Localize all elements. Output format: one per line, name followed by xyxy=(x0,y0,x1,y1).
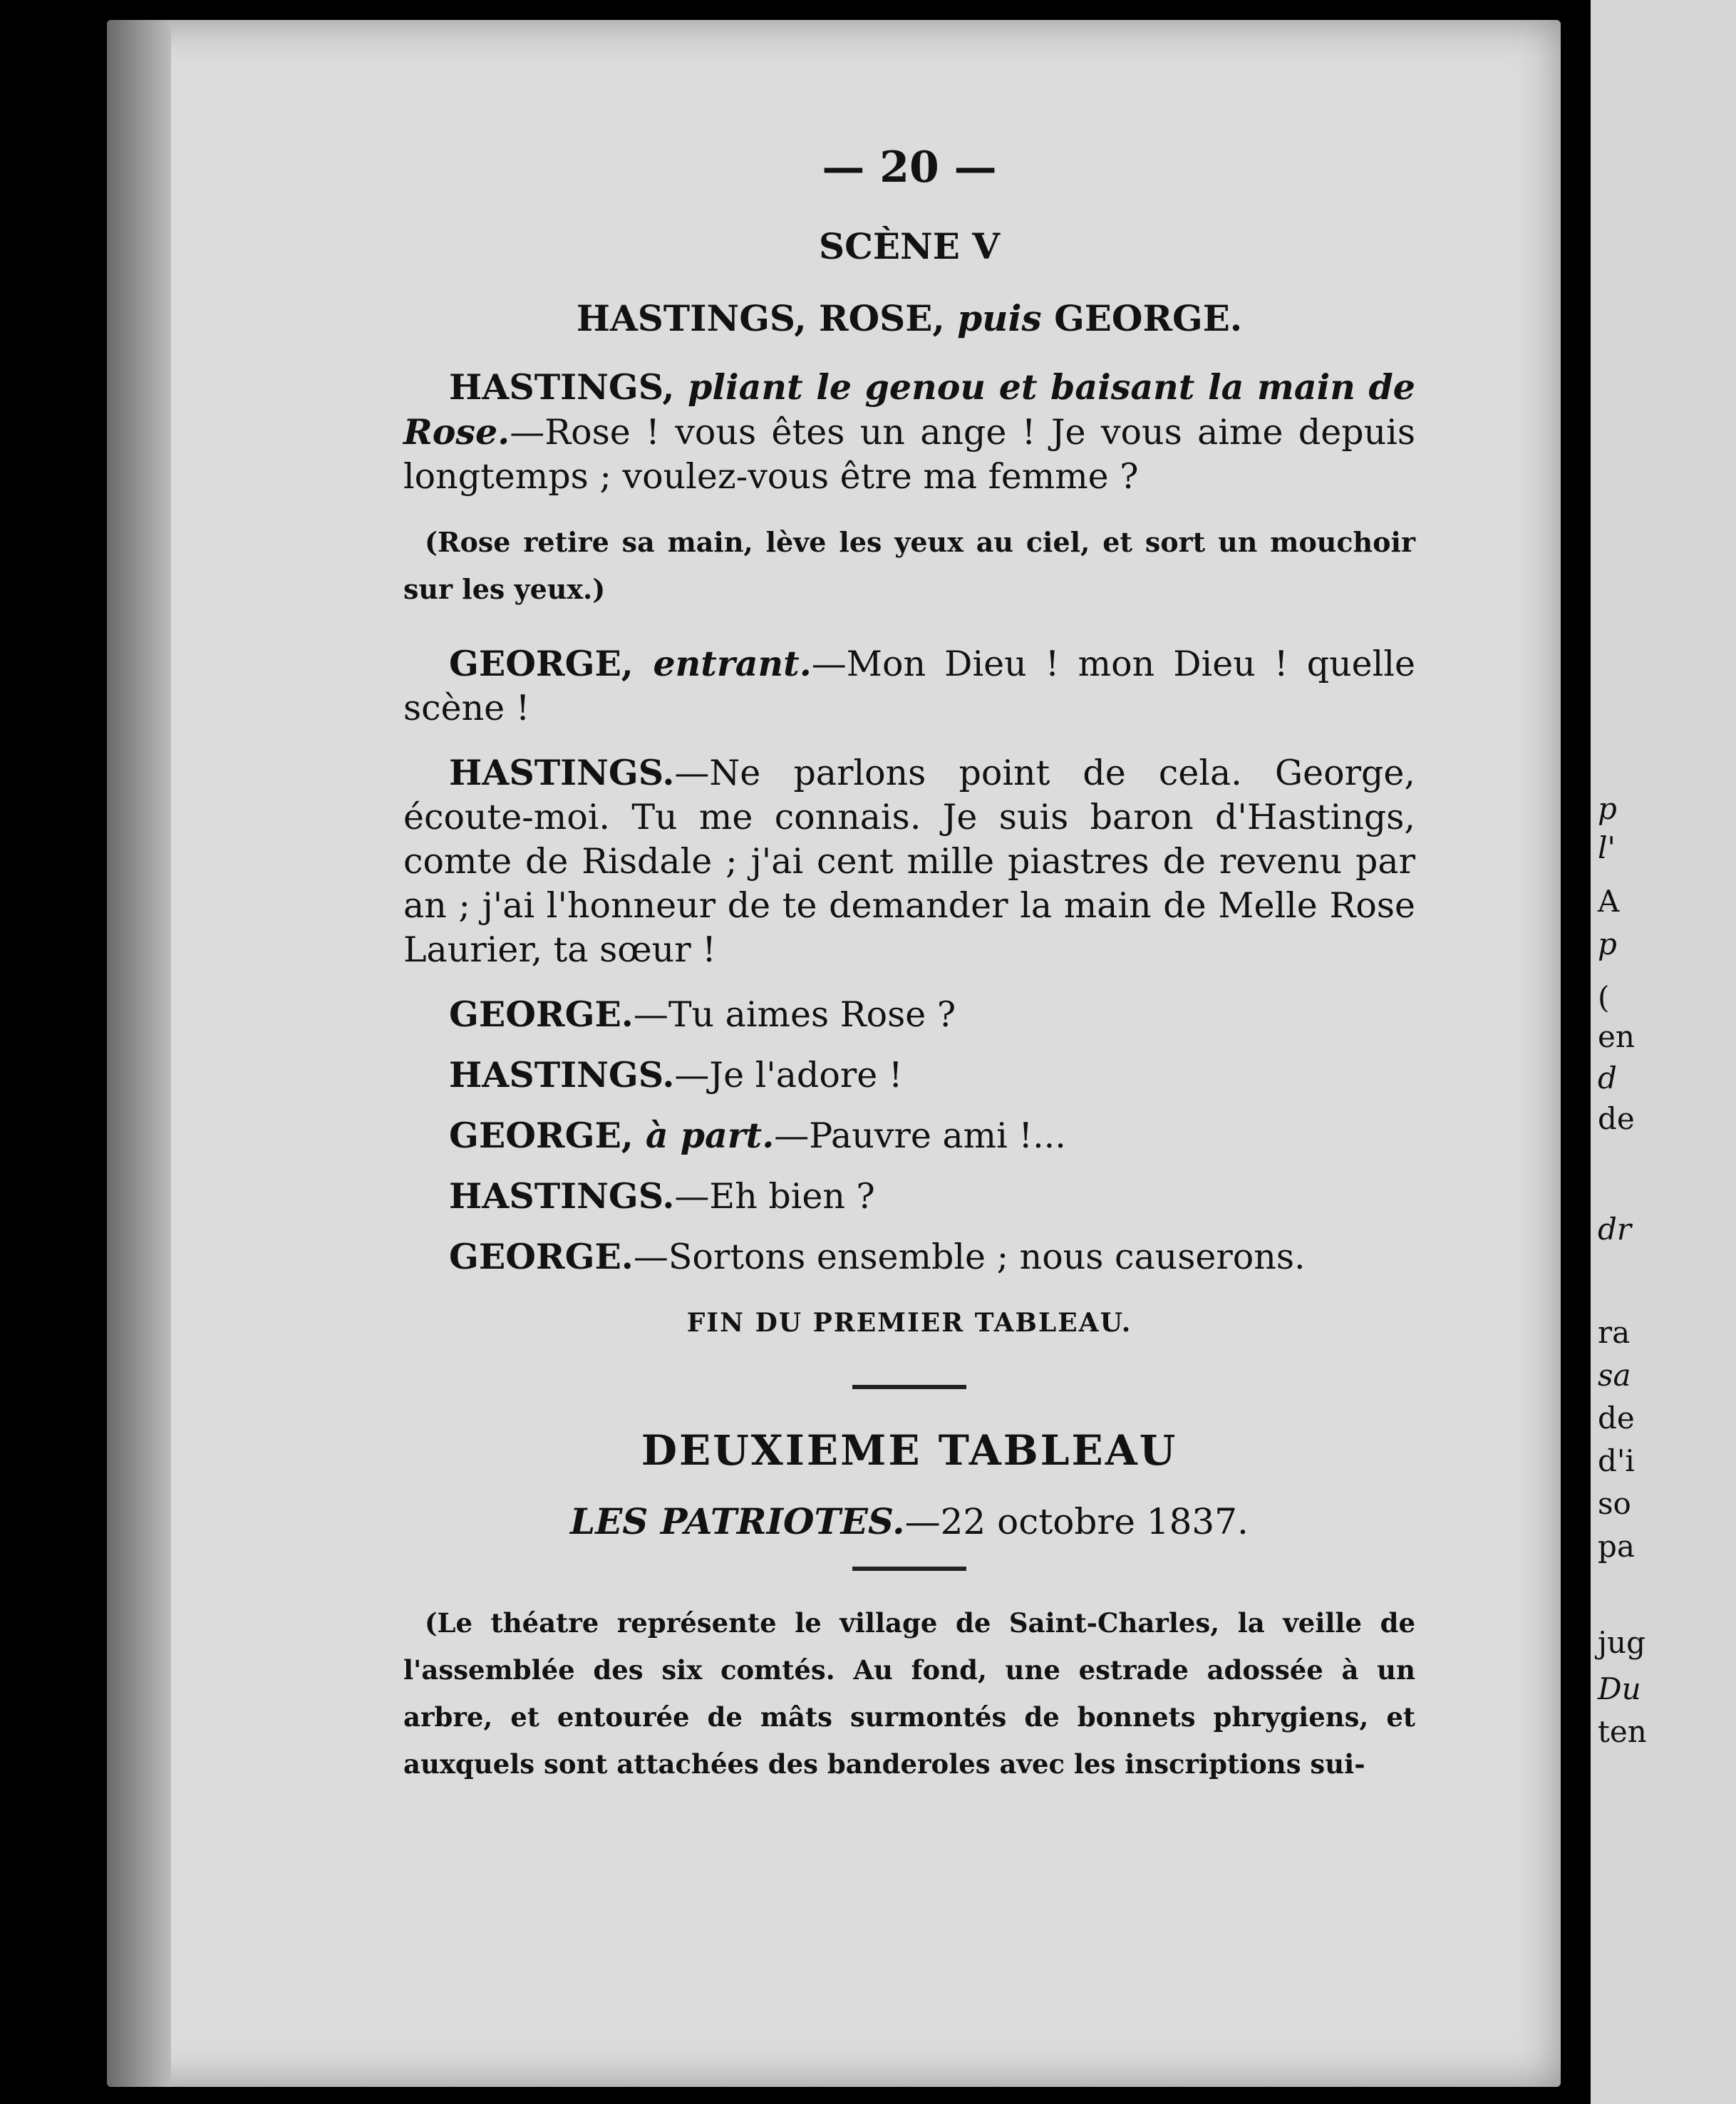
characters-italic: puis xyxy=(957,297,1042,339)
speech-hastings-2 xyxy=(403,751,1415,972)
right-page-fragment: Du xyxy=(1598,1671,1641,1706)
right-page-fragment: ( xyxy=(1598,980,1610,1015)
speaker-name: HASTINGS, xyxy=(449,366,675,408)
dialogue-line xyxy=(403,1234,1415,1279)
stage-direction: (Rose retire sa main, lève les yeux au ciel, et sort un mouchoir sur les yeux.) xyxy=(403,526,1415,605)
right-page-fragment: de xyxy=(1598,1101,1635,1136)
divider-rule xyxy=(852,1567,966,1571)
scene-characters xyxy=(403,297,1415,339)
right-page-fragment: dr xyxy=(1598,1212,1631,1247)
speaker-name: GEORGE, xyxy=(449,643,634,684)
line-text: —Pauvre ami !... xyxy=(774,1115,1066,1156)
right-page-fragment: d'i xyxy=(1598,1443,1635,1478)
right-page-fragment: so xyxy=(1598,1486,1631,1521)
right-page-fragment: d xyxy=(1598,1061,1617,1095)
speaker-name: GEORGE. xyxy=(449,1236,634,1277)
tableau-subtitle xyxy=(403,1500,1415,1542)
page-gutter xyxy=(1561,0,1589,2104)
stage-cue: à part. xyxy=(633,1115,775,1156)
speech-george-1 xyxy=(403,641,1415,731)
dialogue-line xyxy=(403,1174,1415,1219)
speaker-name: GEORGE. xyxy=(449,994,634,1035)
right-page-fragment: p xyxy=(1598,791,1617,826)
speech-text: —Ne parlons point de cela. George, écoute-moi. Tu me connais. Je suis baron d'Hastings, comte de Risdale ; j'ai cent mille piastres de revenu par an ; j'ai l'honneur de te demander la main de Melle Rose Laurier, ta sœur ! xyxy=(403,753,1415,970)
speaker-name: HASTINGS. xyxy=(449,1175,675,1217)
speaker-name: GEORGE, xyxy=(449,1115,634,1156)
right-page-fragment: ra xyxy=(1598,1315,1631,1350)
right-page-fragment: jug xyxy=(1598,1625,1645,1660)
right-page-fragment: p xyxy=(1598,927,1617,961)
speech-hastings-1 xyxy=(403,365,1415,499)
page-number: — 20 — xyxy=(822,143,997,192)
right-page-fragment: A xyxy=(1598,884,1620,919)
dialogue-line xyxy=(403,1113,1415,1158)
subtitle-date: —22 octobre 1837. xyxy=(904,1501,1249,1542)
speaker-name: HASTINGS. xyxy=(449,752,675,793)
right-page-fragment: ten xyxy=(1598,1714,1647,1749)
line-text: —Tu aimes Rose ? xyxy=(633,994,956,1035)
stage-direction-final: (Le théatre représente le village de Saint-Charles, la veille de l'assemblée des six comtés. Au fond, une estrade adossée à un arbre, et entourée de mâts surmontés de bonnets phrygiens, et auxquels sont attachées des banderoles avec les inscriptions sui- xyxy=(403,1607,1415,1780)
stage-cue: pliant le genou et baisant la main de Rose. xyxy=(403,366,1415,453)
line-text: —Eh bien ? xyxy=(674,1176,875,1217)
characters-after: GEORGE. xyxy=(1041,297,1243,339)
right-page-fragment: en xyxy=(1598,1019,1635,1054)
speech-text: —Mon Dieu ! mon Dieu ! quelle scène ! xyxy=(403,644,1415,728)
end-of-tableau: FIN DU PREMIER TABLEAU. xyxy=(686,1308,1132,1338)
characters-before: HASTINGS, ROSE, xyxy=(576,297,958,339)
line-text: —Sortons ensemble ; nous causerons. xyxy=(633,1237,1306,1277)
divider-rule xyxy=(852,1385,966,1389)
line-text: —Je l'adore ! xyxy=(674,1055,903,1095)
dialogue-line xyxy=(403,1053,1415,1098)
right-page-fragment: sa xyxy=(1598,1358,1631,1393)
speech-text: —Rose ! vous êtes un ange ! Je vous aime depuis longtemps ; voulez-vous être ma femme ? xyxy=(403,412,1415,497)
subtitle-italic: LES PATRIOTES. xyxy=(570,1500,905,1542)
right-page-fragment: de xyxy=(1598,1401,1635,1435)
tableau-title: DEUXIEME TABLEAU xyxy=(641,1426,1178,1475)
page-content xyxy=(403,143,1415,1788)
right-page-fragment: pa xyxy=(1598,1529,1635,1564)
stage-cue: entrant. xyxy=(633,643,812,684)
right-page-edge xyxy=(1591,0,1736,2104)
right-page-fragment: l' xyxy=(1598,830,1616,865)
dialogue-line xyxy=(403,992,1415,1037)
speaker-name: HASTINGS. xyxy=(449,1054,675,1095)
scene-title: SCÈNE V xyxy=(818,225,1001,267)
